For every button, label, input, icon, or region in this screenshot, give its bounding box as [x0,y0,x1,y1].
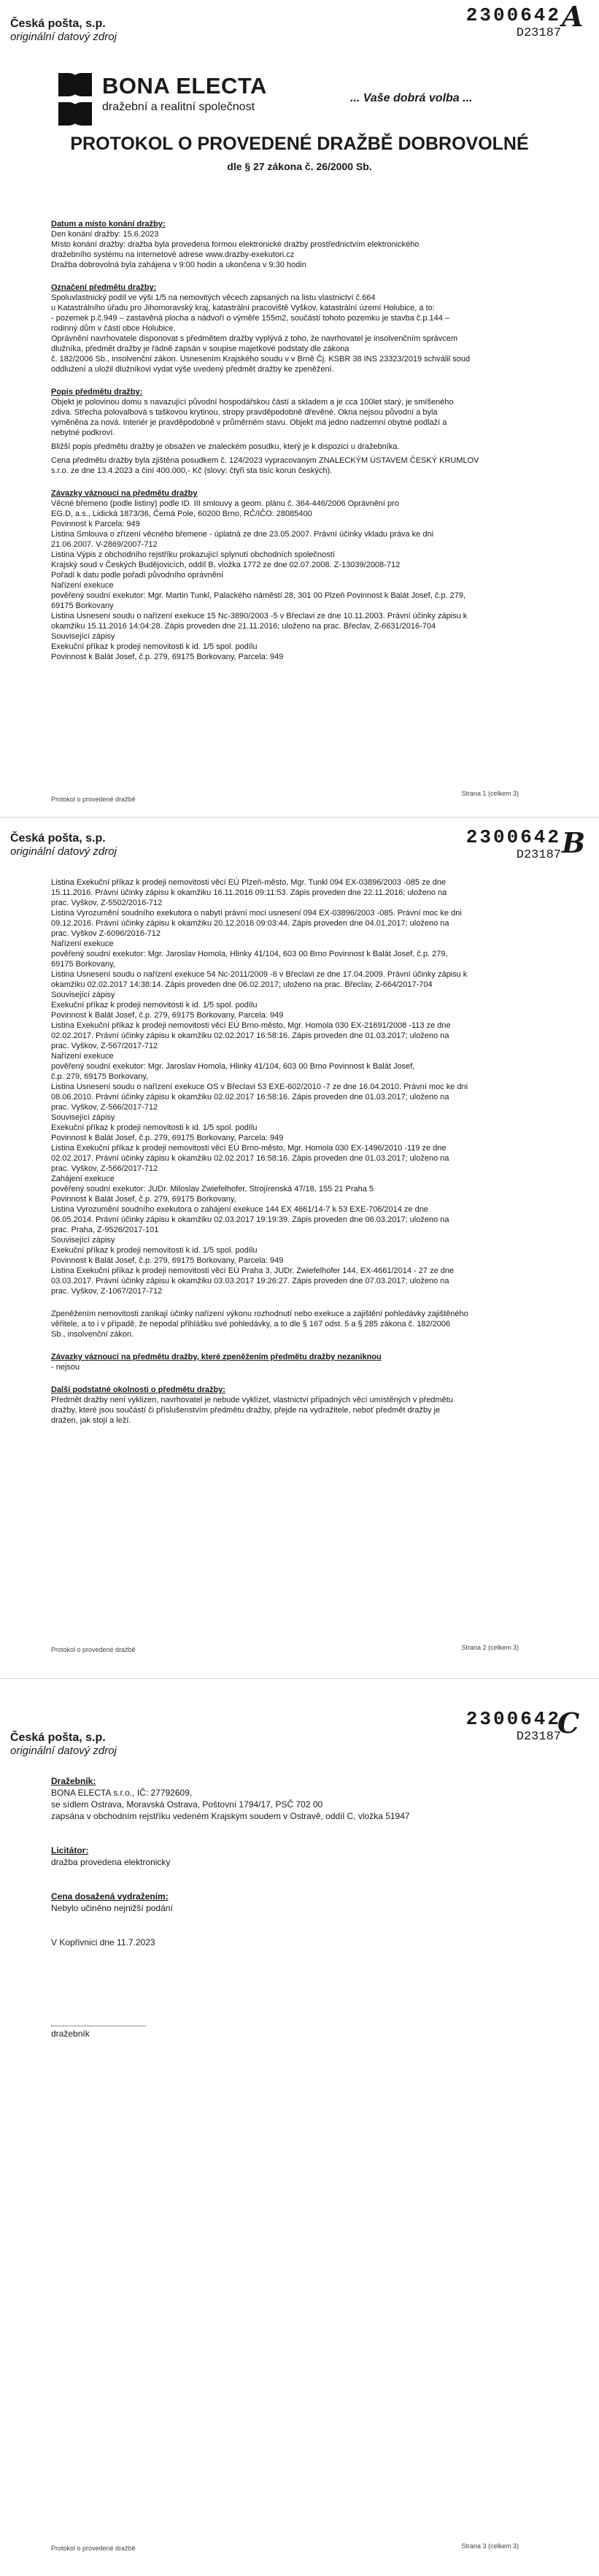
text-line: Místo konání dražby: dražba byla provedena formou elektronické dražby prostřednictvím elektronického [51,240,420,249]
sender-name: Česká pošta, s.p. [10,18,106,30]
stamp-doc-id: D23187 [516,1730,561,1744]
licitator-value: dražba provedena elektronicky [51,1857,171,1867]
sender-name: Česká pošta, s.p. [10,1731,106,1744]
text-line: Listina Smlouva o zřízení věcného břemene - úplatná ze dne 23.05.2007. Právní účinky vkladu práva ke dni [51,530,434,539]
text-line: 09.12.2016. Právní účinky zápisu k okamžiku 20.12.2016 09:03:44. Zápis proveden dne 04.01.2017; uloženo na [51,919,449,928]
text-line: č. 182/2006 Sb., insolvenční zákon. Usnesením Krajského soudu v v Brně Čj. KSBR 38 INS 23323/2019 schválil soud [51,355,471,364]
text-line: Objekt je polovinou domu s navazující původní hospodářskou částí a skladem a je cca 100let starý, je smíšeného [51,398,454,407]
text-line: prac. Vyškov, Z-567/2017-712 [51,1042,158,1050]
text-line: Listina Exekuční příkaz k prodeji nemovitosti věcí EÚ Brno-město, Mgr. Homola 030 EX-1496/2010 -119 ze dne [51,1144,447,1153]
text-line: 69175 Borkovany, [51,960,115,969]
text-line: prac. Vyškov, Z-1067/2017-712 [51,1287,163,1296]
text-line: Cena předmětu dražby byla zjištěna posudkem č. 124/2023 vypracovaným ZNALECKÝM ÚSTAVEM ČESKÝ KRUMLOV [51,456,479,465]
stamp-doc-id: D23187 [516,26,561,40]
text-line: Zpeněžením nemovitosti zanikají účinky nařízení výkonu rozhodnutí nebo exekuce a zajištění pohledávky zajištěného [51,1310,468,1318]
section-heading-zavazky: Závazky váznoucí na předmětu dražby [51,489,198,498]
text-line: dražby, které jsou součástí či příslušenstvím předmětu dražby, přejde na vydražitele, neboť předmět dražby je [51,1406,441,1415]
text-line: Krajský soud v Českých Budějovicích, oddíl B, vložka 1772 ze dne 02.07.2008. Z-13039/2008-712 [51,561,401,569]
document-stamp [466,1708,561,1744]
text-line: Listina Výpis z obchodního rejstříku prokazující splynutí obchodních společností [51,550,335,559]
text-line: Nařízení exekuce [51,1052,114,1061]
text-line: Zahájení exekuce [51,1174,115,1183]
text-line: Exekuční příkaz k prodeji nemovitosti k id. 1/5 spol. podílu [51,1001,258,1010]
section-heading-popis: Popis předmětu dražby: [51,388,143,396]
section-heading-datum: Datum a místo konání dražby: [51,220,166,228]
text-line: Exekuční příkaz k prodeji nemovitosti k id. 1/5 spol. podílu [51,1123,258,1132]
sender-note: originální datový zdroj [10,845,117,858]
text-line: u Katastrálního úřadu pro Jihomoravský kraj, katastrální pracoviště Vyškov, katastrální území Holubice, a to: [51,304,435,312]
text-line: s.r.o. ze dne 13.4.2023 a činí 400.000,- Kč (slovy: čtyři sta tisíc korun českých). [51,466,333,475]
sender-block [10,1731,117,1757]
text-line: EG.D, a.s., Lidická 1873/36, Černá Pole, 60200 Brno, RČ/IČO: 28085400 [51,510,312,518]
text-line: Související zápisy [51,1236,115,1245]
stamp-number: 2300642 [465,4,561,26]
text-line: prac. Vyškov, Z-566/2017-712 [51,1164,158,1173]
page-1 [0,0,599,818]
text-line: Povinnost k Balát Josef, č.p. 279, 69175 Borkovany, Parcela: 949 [51,1256,284,1265]
section-oznaceni [51,293,554,374]
text-line: Exekuční příkaz k prodeji nemovitosti k id. 1/5 spol. podílu [51,1246,258,1255]
section-heading-nezaniknou: Závazky váznoucí na předmětu dražby, které zpeněžením předmětu dražby nezaniknou [51,1353,382,1361]
text-line: prac. Praha, Z-9526/2017-101 [51,1226,159,1234]
text-line: pověřený soudní exekutor: JUDr. Miloslav Zwiefelhofer, Strojírenská 47/18, 155 21 Praha 5 [51,1185,374,1193]
section-datum [51,229,554,270]
text-line: nebytné podkroví. [51,428,115,437]
text-line: 03.03.2017. Právní účinky zápisu k okamžiku 03.03.2017 19:26:27. Zápis proveden dne 07.03.2017; uloženo na [51,1277,449,1285]
text-line: 15.11.2016. Právní účinky zápisu k okamžiku 16.11.2016 09:11:53. Zápis proveden dne 22.11.2016; uloženo na [51,888,447,897]
page-2-body [51,877,554,1429]
handwritten-page-mark: C [557,1707,580,1739]
text-line: Listina Usnesení soudu o nařízení exekuce 15 Nc-3890/2003 -5 v Břeclavi ze dne 10.11.2003. Právní účinky zápisu k [51,612,468,620]
text-line: 02.02.2017. Právní účinky zápisu k okamžiku 02.02.2017 16:58:16. Zápis proveden dne 01.03.2017; uloženo na [51,1154,449,1163]
text-line: věřitele, a to i v případě, že nepodal přihlášku své pohledávky, a to dle § 167 odst. 5 a § 285 zákona č. 182/2006 [51,1320,451,1329]
text-line: BONA ELECTA s.r.o., IČ: 27792609, [51,1788,193,1798]
text-line: dlužníka, předmět dražby je řádně zapsán v soupise majetkové podstaty dle zákona [51,345,349,353]
text-line: dražebního systému na internetové adrese www.drazby-exekutori.cz [51,250,295,259]
text-line: Listina Vyrozumění soudního exekutora o nabytí právní moci usnesení 094 EX-03896/2003 -085. Právní moc ke dni [51,909,462,918]
sender-block [10,18,117,43]
company-slogan: ... Vaše dobrá volba ... [350,92,473,104]
text-line: prac. Vyškov, Z-5502/2016-712 [51,899,163,907]
text-line: pověřený soudní exekutor: Mgr. Jaroslav Homola, Hlinky 41/104, 603 00 Brno Povinnost k Balát Josef, č.p. 279, [51,950,448,958]
section-dalsi [51,1395,554,1426]
text-line: pověřený soudní exekutor: Mgr. Jaroslav Homola, Hlinky 41/104, 603 00 Brno Povinnost k Balát Josef, [51,1062,415,1071]
section-popis-cena [51,455,554,476]
text-line: 06.05.2014. Právní účinky zápisu k okamžiku 02.03.2017 19:19:39. Zápis proveden dne 06.03.2017; uloženo na [51,1215,449,1224]
text-line: Povinnost k Parcela: 949 [51,520,140,528]
company-name: BONA ELECTA [102,73,267,99]
text-line: Povinnost k Balát Josef, č.p. 279, 69175 Borkovany, Parcela: 949 [51,1134,284,1142]
stamp-number: 2300642 [465,826,561,848]
sender-note: originální datový zdroj [10,1745,117,1757]
footer-page-number: Strana 3 (celkem 3) [461,2542,519,2550]
section-nezaniknou-value: - nejsou [51,1363,80,1372]
page-2 [0,818,599,1679]
text-line: Den konání dražby: 15.6.2023 [51,230,159,239]
text-line: Předmět dražby není vyklizen, navrhovatel je nebude vyklízet, vlastnictví případných věcí umístěných v předmětu [51,1396,453,1404]
text-line: rodinný dům v části obce Holubice. [51,324,176,333]
stamp-doc-id: D23187 [516,848,561,862]
document-stamp [466,4,561,40]
sender-name: Česká pošta, s.p. [10,832,106,845]
text-line: dražen, jak stojí a leží. [51,1416,131,1425]
text-line: prac. Vyškov Z-6096/2016-712 [51,929,161,938]
page-1-body [51,219,554,666]
company-logo-icon [53,70,98,128]
text-line: Listina Exekuční příkaz k prodeji nemovitosti věcí EÚ Brno-město, Mgr. Homola 030 EX-21691/2008 -113 ze dne [51,1021,451,1030]
text-line: Listina Exekuční příkaz k prodeji nemovitosti věcí EÚ Praha 3, JUDr. Zwiefelhofer 144, EX-4661/2014 - 27 ze dne [51,1266,455,1275]
section-heading-licitator: Licitátor: [51,1845,89,1856]
text-line: pověřený soudní exekutor: Mgr. Martin Tunkl, Palackého náměstí 28, 301 00 Plzeň Povinnost k Balát Josef, č.p. 279, [51,591,466,600]
section-popis [51,397,554,438]
document-title: PROTOKOL O PROVEDENÉ DRAŽBĚ DOBROVOLNÉ [70,134,529,154]
text-line: č.p. 279, 69175 Borkovany, [51,1072,149,1081]
text-line: Související zápisy [51,1113,115,1122]
footer-left: Protokol o provedené dražbě [51,1646,136,1653]
text-line: Listina Exekuční příkaz k prodeji nemovitosti věcí EÚ Plzeň-město, Mgr. Tunkl 094 EX-03896/2003 -085 ze dne [51,878,447,887]
text-line: Exekuční příkaz k prodeji nemovitosti k id. 1/5 spol. podílu [51,642,258,651]
text-line: Oprávnění navrhovatele disponovat s předmětem dražby vyplývá z toho, že navrhovatel je insolvenčním správcem [51,334,458,343]
company-brand [102,73,267,114]
encumbrance-list [51,877,554,1296]
section-drazebnik [51,1787,554,1822]
text-line: se sídlem Ostrava, Moravská Ostrava, Poštovní 1794/17, PSČ 702 00 [51,1799,323,1810]
text-line: okamžiku 15.11.2016 14:04:28. Zápis proveden dne 21.11.2016; uloženo na prac. Břeclav, Z-6631/2016-704 [51,622,436,631]
text-line: - pozemek p.č.949 – zastavěná plocha a nádvoří o výměře 155m2, součástí tohoto pozemku je stavba č.p.144 – [51,314,450,323]
signature-label: dražebník [51,2029,90,2039]
section-zavazky [51,499,554,662]
text-line: Povinnost k Balát Josef, č.p. 279, 69175 Borkovany, Parcela: 949 [51,1011,284,1020]
section-heading-drazebnik: Dražebník: [51,1776,96,1786]
section-zaniknuti-note [51,1309,554,1339]
text-line: Sb., insolvenční zákon. [51,1330,134,1339]
text-line: Listina Usnesení soudu o nařízení exekuce 54 Nc-2011/2009 -6 v Břeclavi ze dne 17.04.2009. Právní účinky zápisu k [51,970,468,979]
stamp-number: 2300642 [465,1708,561,1730]
text-line: Dražba dobrovolná byla zahájena v 9:00 hodin a ukončena v 9:30 hodin [51,261,306,269]
section-heading-dalsi: Další podstatné okolnosti o předmětu dražby: [51,1385,225,1394]
section-heading-cena: Cena dosažená vydražením: [51,1891,169,1902]
text-line: Věcné břemeno (podle listiny) podle ID. III smlouvy a geom. plánu č. 364-446/2006 Oprávnění pro [51,499,399,508]
handwritten-page-mark: B [562,826,586,859]
text-line: okamžiku 02.02.2017 14:38:14. Zápis proveden dne 06.02.2017; uloženo na prac. Břeclav, Z-664/2017-704 [51,980,433,989]
text-line: Povinnost k Balát Josef, č.p. 279, 69175 Borkovany, [51,1195,236,1204]
text-line: vyměněna za nová. Interiér je pravděpodobně v průměrném stavu. Objekt má jedno nadzemní obytné podlaží a [51,418,447,427]
signature-block [51,2026,146,2039]
cena-value: Nebylo učiněno nejnižší podání [51,1903,173,1913]
footer-page-number: Strana 2 (celkem 3) [461,1644,519,1651]
text-line: zdiva. Střecha polovalbová s taškovou krytinou, stropy pravděpodobně dřevěné. Okna nejsou původní a byla [51,408,438,417]
text-line: Nařízení exekuce [51,581,114,590]
text-line: 21.06.2007. V-2869/2007-712 [51,540,158,549]
text-line: Související zápisy [51,632,115,641]
footer-page-number: Strana 1 (celkem 3) [461,790,519,797]
page-3-body [51,1775,554,1952]
text-line: Listina Usnesení soudu o nařízení exekuce OS v Břeclavi 53 EXE-602/2010 -7 ze dne 16.04.2010. Právní moc ke dni [51,1083,468,1091]
place-date: V Kopřivnici dne 11.7.2023 [51,1937,155,1948]
text-line: oddlužení a uložil dlužníkovi vydat výše uvedený předmět dražby ke zpeněžení. [51,365,334,374]
text-line: Listina Vyrozumění soudního exekutora o zahájení exekuce 144 EX 4661/14-7 k 53 EXE-706/2014 ze dne [51,1205,428,1214]
text-line: Nařízení exekuce [51,939,114,948]
document-stamp [466,826,561,862]
footer-left: Protokol o provedené dražbě [51,2545,136,2552]
section-heading-oznaceni: Označení předmětu dražby: [51,283,157,292]
text-line: 08.06.2010. Právní účinky zápisu k okamžiku 02.02.2017 16:58:16. Zápis proveden dne 01.03.2017; uloženo na [51,1093,449,1101]
text-line: Povinnost k Balát Josef, č.p. 279, 69175 Borkovany, Parcela: 949 [51,653,284,661]
text-line: Pořadí k datu podle pořadí původního oprávnění [51,571,224,580]
text-line: 69175 Borkovany [51,601,114,610]
company-subtitle: dražební a realitní společnost [102,101,255,113]
sender-block [10,832,117,858]
text-line: zapsána v obchodním rejstříku vedeném Krajským soudem v Ostravě, oddíl C, vložka 51947 [51,1811,410,1821]
sender-note: originální datový zdroj [10,31,117,43]
section-popis-note [51,442,554,452]
handwritten-page-mark: A [562,0,584,33]
text-line: 02.02.2017. Právní účinky zápisu k okamžiku 02.02.2017 16:58:16. Zápis proveden dne 01.03.2017; uloženo na [51,1031,449,1040]
text-line: Bližší popis předmětu dražby je obsažen ve znaleckém posudku, který je k dispozici u dražebníka. [51,442,400,451]
page-3 [0,1679,599,2576]
text-line: Spoluvlastnický podíl ve výši 1/5 na nemovitých věcech zapsaných na listu vlastnictví č.664 [51,293,376,302]
text-line: Související zápisy [51,991,115,999]
text-line: prac. Vyškov, Z-566/2017-712 [51,1103,158,1112]
document-subtitle: dle § 27 zákona č. 26/2000 Sb. [227,161,372,172]
footer-left: Protokol o provedené dražbě [51,796,136,803]
